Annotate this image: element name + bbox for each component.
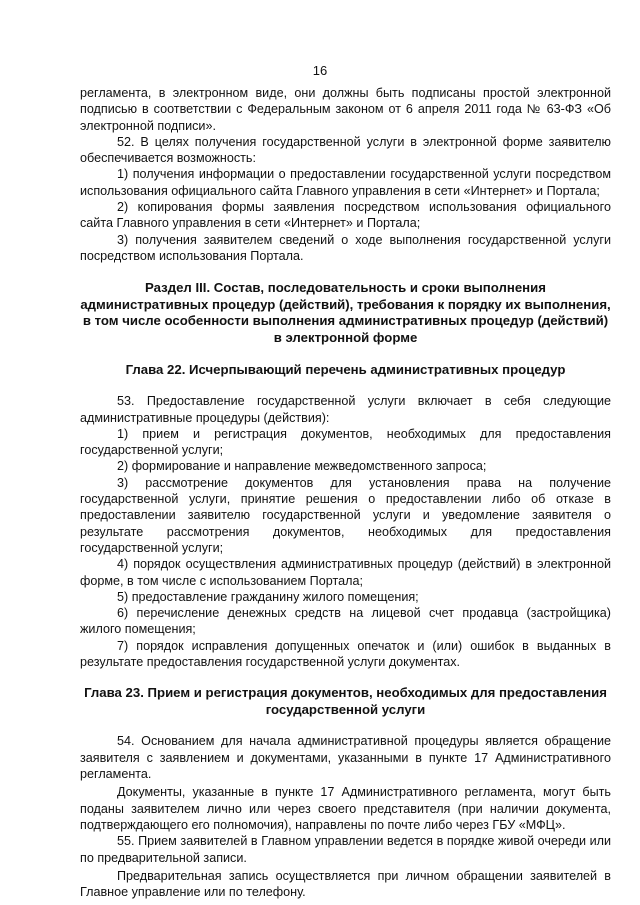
paragraph: 54. Основанием для начала административной процедуры является обращение заявителя с заявлением и документами, указанными в пункте 17 Административного регламента. <box>80 734 611 782</box>
page-number: 16 <box>312 63 328 78</box>
paragraph: регламента, в электронном виде, они должны быть подписаны простой электронной подписью в соответствии с Федеральным законом от 6 апреля 2011 года № 63-ФЗ «Об электронной подписи». <box>80 86 611 133</box>
list-item: 1) прием и регистрация документов, необходимых для предоставления государственной услуги; <box>80 426 611 458</box>
page-content <box>80 85 611 900</box>
list-item: 4) порядок осуществления административных процедур (действий) в электронной форме, в том числе с использованием Портала; <box>80 557 611 588</box>
list-item: 2) копирования формы заявления посредством использования официального сайта Главного управления в сети «Интернет» и Портала; <box>80 200 611 231</box>
paragraph: Предварительная запись осуществляется при личном обращении заявителей в Главное управление или по телефону. <box>80 868 611 900</box>
list-item: 7) порядок исправления допущенных опечаток и (или) ошибок в выданных в результате предоставления государственной услуги документах. <box>80 638 611 669</box>
paragraph: 53. Предоставление государственной услуги включает в себя следующие административные процедуры (действия): <box>80 394 611 425</box>
paragraph: 52. В целях получения государственной услуги в электронной форме заявителю обеспечивается возможность: <box>80 134 611 166</box>
paragraph: 55. Прием заявителей в Главном управлении ведется в порядке живой очереди или по предварительной записи. <box>80 834 611 865</box>
list-item: 1) получения информации о предоставлении государственной услуги посредством использования официального сайта Главного управления в сети «Интернет» и Портала; <box>80 167 611 198</box>
list-item: 2) формирование и направление межведомственного запроса; <box>117 459 487 474</box>
paragraph: Документы, указанные в пункте 17 Административного регламента, могут быть поданы заявителем лично или через своего представителя (при наличии документа, подтверждающего его полномочия), направлены по почте либо через ГБУ «МФЦ». <box>80 785 611 832</box>
section-title: Раздел III. Состав, последовательность и сроки выполнения административных процедур (действий), требования к порядку их выполнения, в том числе особенности выполнения административных процедур (действий) в электронной форме <box>80 280 611 346</box>
chapter-23-title: Глава 23. Прием и регистрация документов, необходимых для предоставления государственной услуги <box>84 685 607 717</box>
list-item: 5) предоставление гражданину жилого помещения; <box>117 589 419 604</box>
list-item: 3) получения заявителем сведений о ходе выполнения государственной услуги посредством использования Портала. <box>80 232 611 263</box>
chapter-22-title: Глава 22. Исчерпывающий перечень административных процедур <box>125 361 566 377</box>
list-item: 6) перечисление денежных средств на лицевой счет продавца (застройщика) жилого помещения; <box>80 606 611 637</box>
list-item: 3) рассмотрение документов для установления права на получение государственной услуги, принятие решения о предоставлении либо об отказе в предоставлении заявителю государственной услуги и уведомление заявителя о результате рассмотрения документов, необходимых для предоставления государственной услуги; <box>80 475 611 555</box>
